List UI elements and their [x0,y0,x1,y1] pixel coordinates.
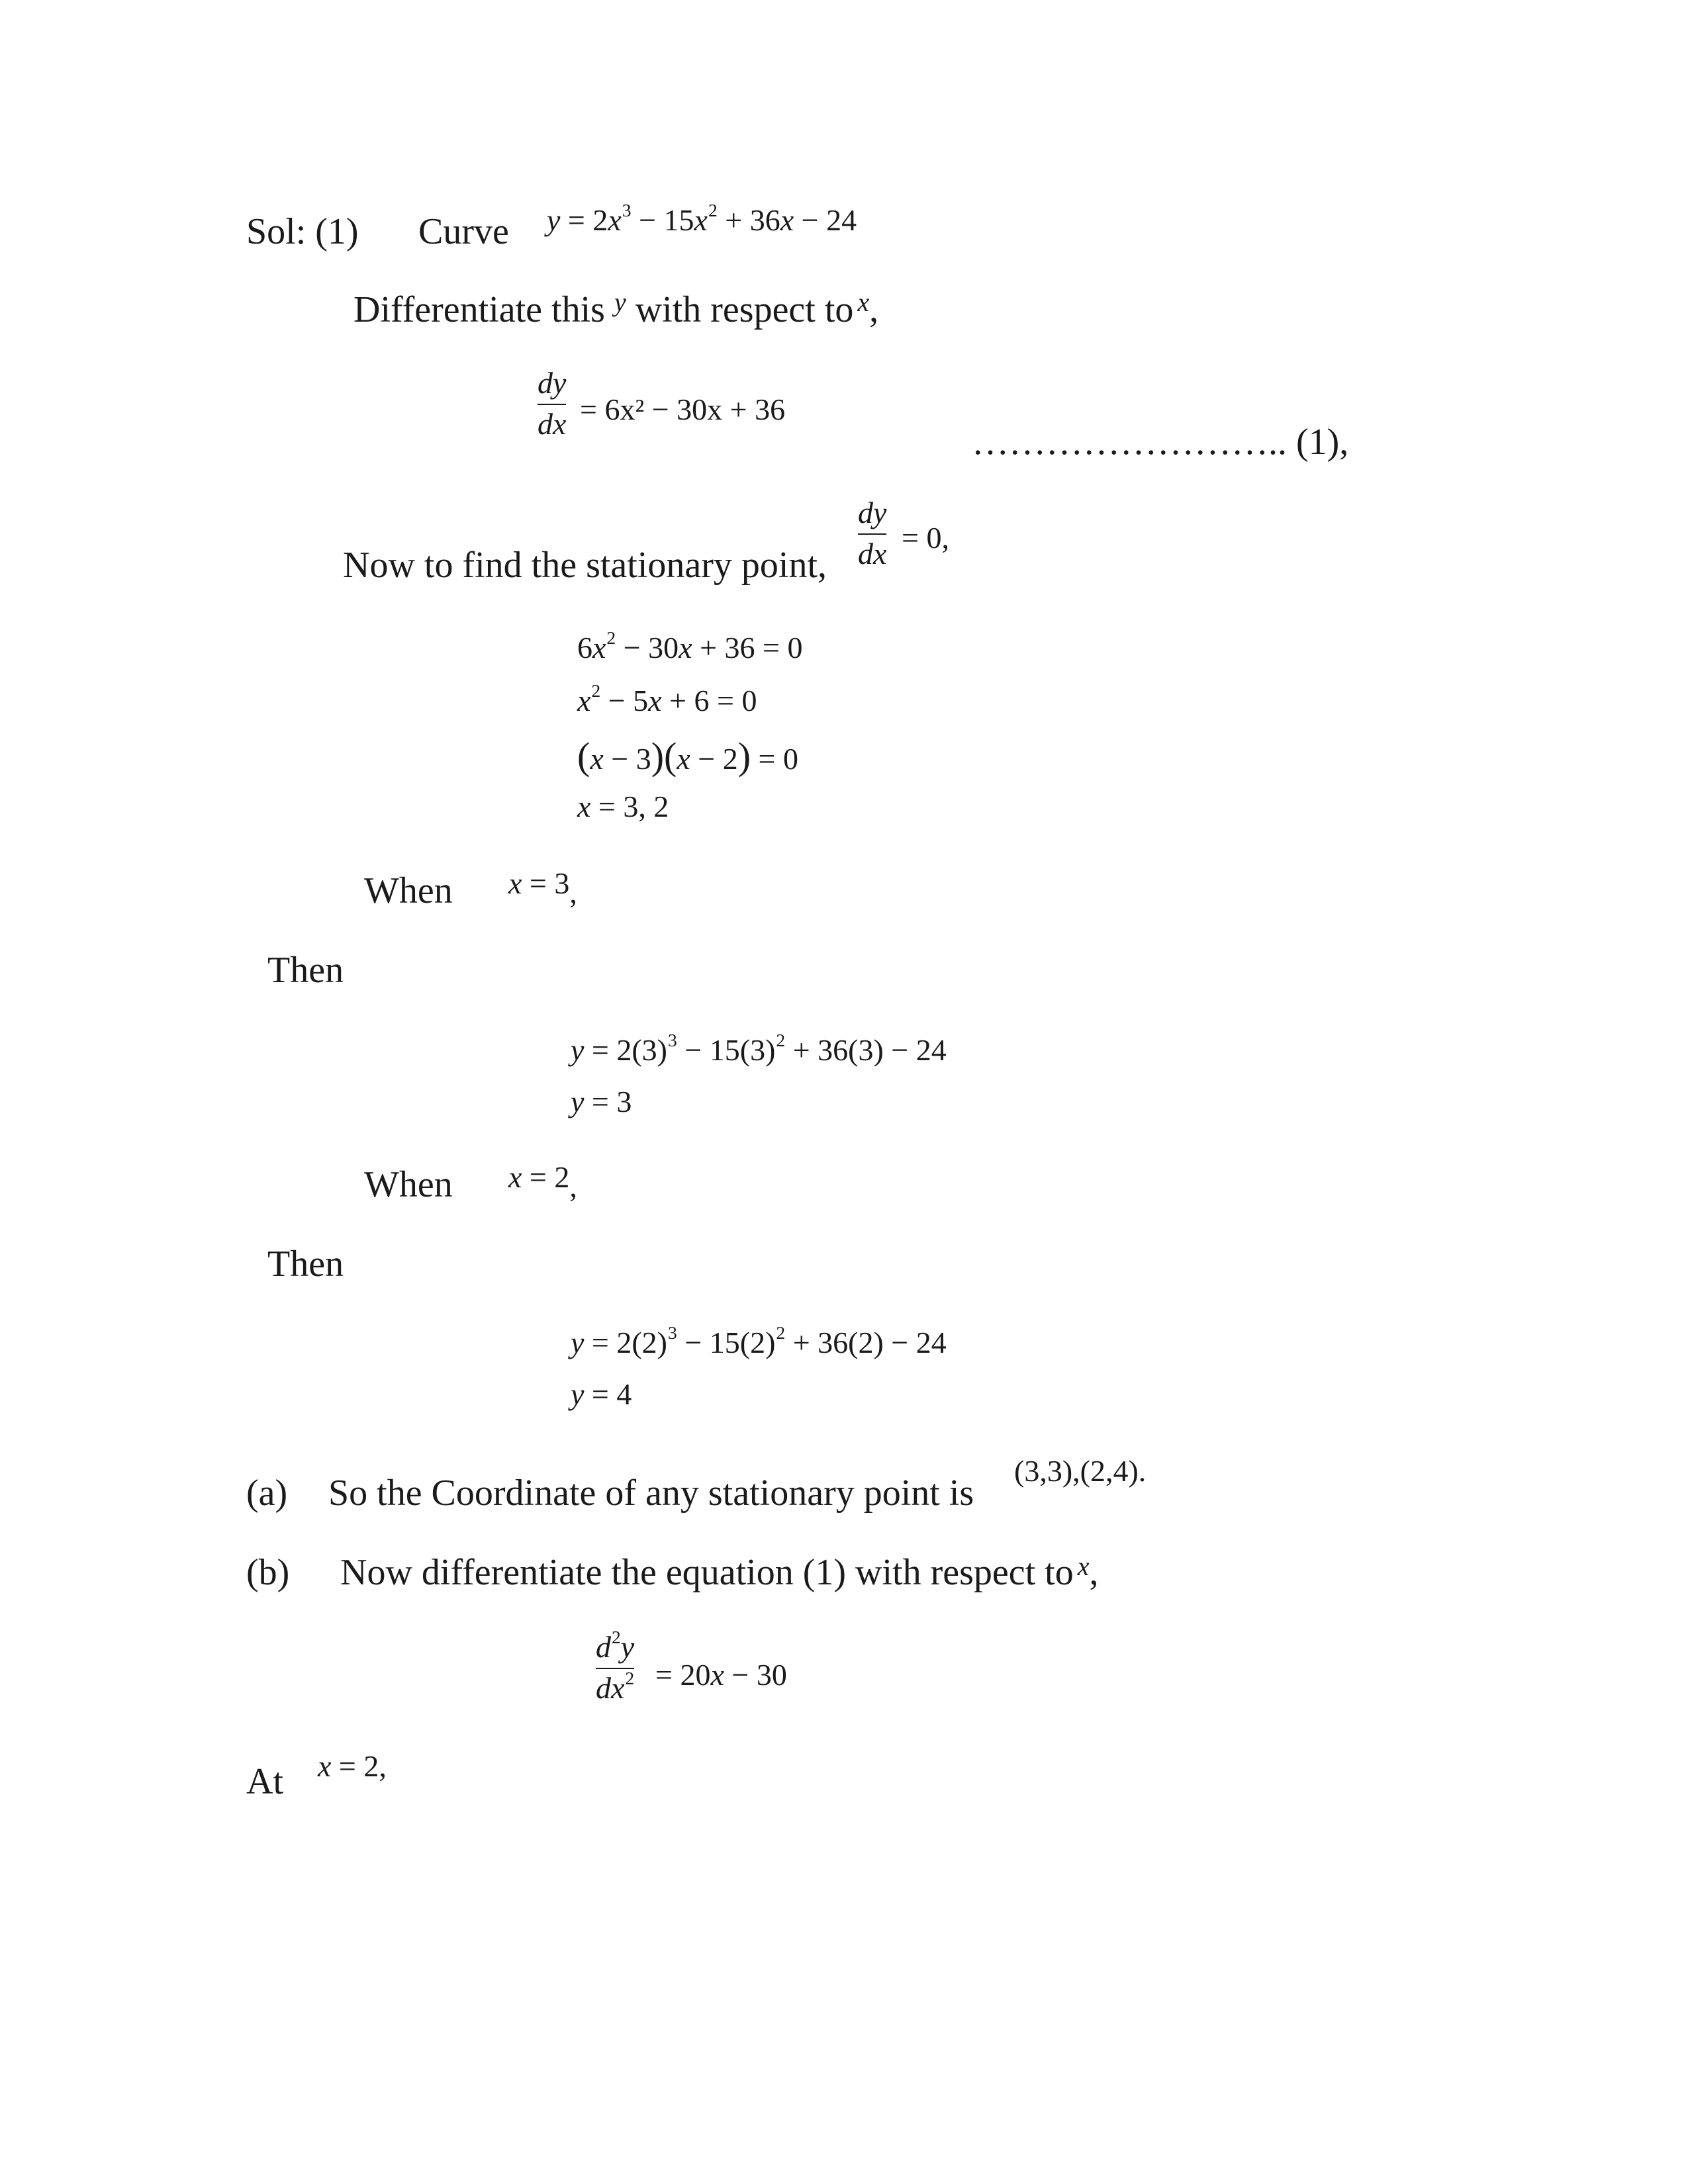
then-label-1: Then [267,950,344,991]
second-derivative-fraction: $d^2y$ $dx^2$ [596,1627,635,1705]
then-label-2: Then [267,1244,344,1285]
step-2: $x^2 - 5x + 6 = 0$ [577,680,757,717]
at-label: At [246,1761,283,1802]
y-expression-2: $y = 2(2)^3 - 15(2)^2 + 36(2) - 24$ [571,1322,947,1359]
at-x-value: x = 2, [318,1749,387,1783]
part-b-label: (b) [246,1552,290,1593]
part-b-text: Now differentiate the equation (1) with respect to $^x$, [340,1551,1099,1593]
dydx-fraction: dy dx [538,366,567,441]
stationary-coordinates: (3,3),(2,4). [1014,1454,1147,1488]
curve-equation: $y = 2x^3 - 15x^2 + 36x - 24$ [547,200,857,237]
equation-reference: …………………….. (1), [972,422,1349,463]
y-expression-1: $y = 2(3)^3 - 15(3)^2 + 36(3) - 24$ [571,1030,947,1067]
sol-label: Sol: (1) [246,211,359,252]
x-equals-3: x = 3, [508,866,577,909]
step-4: x = 3, 2 [577,790,669,823]
part-a-label: (a) [246,1473,288,1514]
derivative-rhs: = 6x² − 30x + 36 [580,392,786,426]
step-1: $6x^2 - 30x + 36 = 0$ [577,627,803,664]
part-a-text: So the Coordinate of any stationary point is [328,1473,974,1514]
when-label-1: When [364,870,453,911]
second-derivative-rhs: = 20x − 30 [655,1658,787,1692]
curve-word: Curve [418,211,509,252]
x-equals-2: x = 2, [508,1160,577,1203]
when-label-2: When [364,1164,453,1205]
dydx-fraction-2: dy dx [858,496,887,570]
stationary-text: Now to find the stationary point, [343,545,827,586]
stationary-rhs: = 0, [902,521,949,555]
differentiate-text: Differentiate this $^y$ with respect to $^x$, [353,287,879,330]
y-result-2: y = 4 [571,1377,632,1411]
y-result-1: y = 3 [571,1085,632,1118]
step-3: (x − 3)(x − 2) = 0 [577,735,798,778]
